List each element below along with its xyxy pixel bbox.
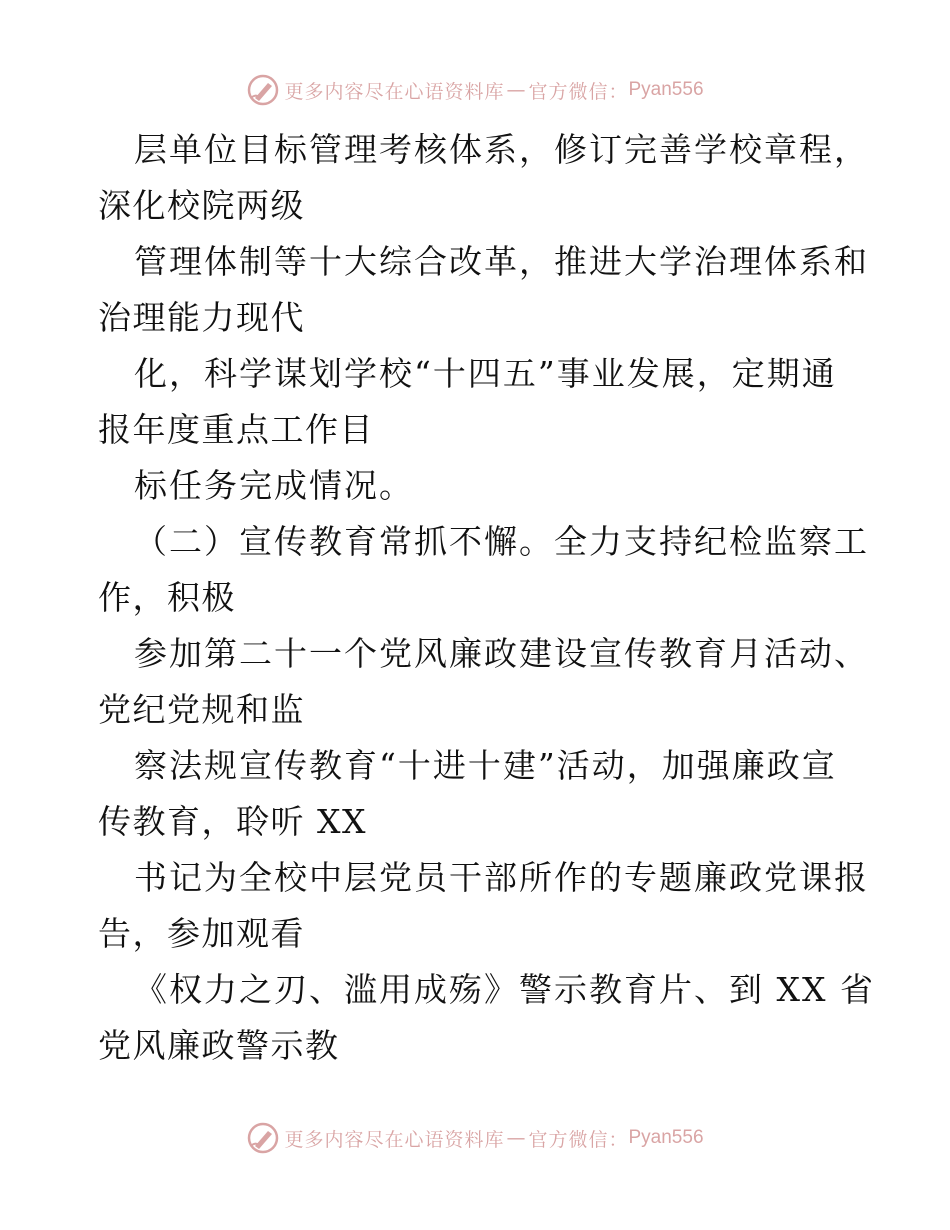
watermark-separator: —	[506, 1127, 527, 1149]
watermark-contact-id: Pyan556	[628, 1127, 704, 1148]
line-first: 察法规宣传教育“十进十建”活动，加强廉政宣	[134, 746, 837, 785]
paragraph-line	[98, 626, 869, 738]
watermark-contact-id: Pyan556	[628, 79, 704, 100]
paragraph-line	[98, 850, 869, 962]
pen-logo-icon	[246, 1121, 280, 1155]
line-second: 报年度重点工作目	[98, 410, 374, 449]
document-body	[98, 122, 875, 1074]
paragraph-line	[98, 122, 869, 234]
line-second: 党风廉政警示教	[98, 1026, 340, 1065]
line-first: 层单位目标管理考核体系，修订完善学校章程，	[134, 130, 869, 169]
line-first: 书记为全校中层党员干部所作的专题廉政党课报	[134, 858, 869, 897]
line-second: 作，积极	[98, 578, 236, 617]
watermark-contact-label: 官方微信：	[528, 1128, 629, 1151]
paragraph-line	[98, 962, 875, 1074]
line-first: 标任务完成情况。	[134, 466, 414, 505]
watermark-separator: —	[506, 79, 527, 101]
line-second: 党纪党规和监	[98, 690, 305, 729]
line-first: 《权力之刃、滥用成殇》警示教育片、到 XX 省	[134, 970, 875, 1009]
watermark-brand: 更多内容尽在心语资料库	[284, 1128, 505, 1151]
line-first: 管理体制等十大综合改革，推进大学治理体系和	[134, 242, 869, 281]
line-first: 化，科学谋划学校“十四五”事业发展，定期通	[134, 354, 837, 393]
paragraph-line	[98, 458, 858, 514]
line-second: 传教育，聆听 XX	[98, 802, 367, 841]
paragraph-line	[98, 234, 869, 346]
pen-logo-icon	[246, 73, 280, 107]
paragraph-line	[98, 738, 858, 850]
watermark-brand: 更多内容尽在心语资料库	[284, 80, 505, 103]
line-second: 深化校院两级	[98, 186, 305, 225]
paragraph-line	[98, 514, 869, 626]
watermark-contact-label: 官方微信：	[528, 80, 629, 103]
line-first: （二）宣传教育常抓不懈。全力支持纪检监察工	[134, 522, 869, 561]
paragraph-line	[98, 346, 858, 458]
header-watermark	[0, 70, 950, 110]
line-first: 参加第二十一个党风廉政建设宣传教育月活动、	[134, 634, 869, 673]
line-second: 治理能力现代	[98, 298, 305, 337]
line-second: 告，参加观看	[98, 914, 305, 953]
footer-watermark	[0, 1118, 950, 1158]
